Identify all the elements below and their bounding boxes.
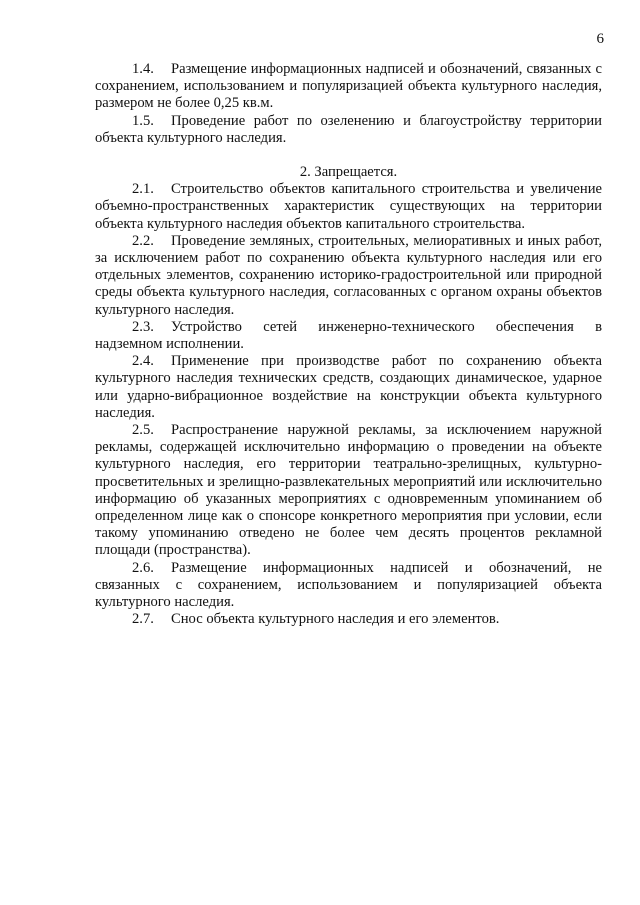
clause-number: 1.4. — [132, 61, 154, 77]
clause-number: 2.1. — [132, 181, 154, 198]
clause-number: 2.4. — [132, 353, 154, 370]
clause-number: 2.7. — [132, 611, 154, 628]
clause-text: Проведение работ по озеленению и благоустройству территории объекта культурного наследия. — [95, 112, 602, 146]
clause-text: Строительство объектов капитального строительства и увеличение объемно-пространственных характеристик существующих на территории объекта культурного наследия объектов капитального строительства. — [95, 181, 602, 232]
clause-1-5 — [95, 113, 602, 147]
clause-number: 2.2. — [132, 232, 154, 249]
clause-text: Размещение информационных надписей и обозначений, связанных с сохранением, использованием и популяризацией объекта культурного наследия, размером не более 0,25 кв.м. — [95, 61, 602, 112]
clause-2-3 — [95, 319, 602, 353]
page-number: 6 — [596, 31, 604, 47]
clause-text: Проведение земляных, строительных, мелиоративных и иных работ, за исключением работ по сохранению объекта культурного наследия или его отдельных элементов, сохранению историко-градостроительной или природной среды объекта культурного наследия, согласованных с органом охраны объектов культурного наследия. — [95, 232, 602, 318]
clause-2-5 — [95, 422, 602, 560]
clause-number: 2.6. — [132, 559, 154, 576]
clause-number: 2.5. — [132, 422, 154, 439]
clause-2-4 — [95, 353, 602, 422]
clause-text: Распространение наружной рекламы, за исключением наружной рекламы, содержащей исключительно информацию о проведении на объекте культурного наследия, его территории театрально-зрелищных, культурно-просветительных и зрелищно-развлекательных мероприятий или исключительно информацию об указанных мероприятиях с одновременным упоминанием об определенном лице как о спонсоре конкретного мероприятия при условии, если такому упоминанию отведено не более чем десять процентов рекламной площади (пространства). — [95, 422, 602, 559]
clause-text: Размещение информационных надписей и обозначений, не связанных с сохранением, использованием и популяризацией объекта культурного наследия. — [95, 559, 602, 611]
clause-number: 2.3. — [132, 318, 154, 335]
clause-text: Применение при производстве работ по сохранению объекта культурного наследия технических средств, создающих динамическое, ударное или ударно-вибрационное воздействие на конструкции объекта культурного наследия. — [95, 353, 602, 421]
clause-text: Устройство сетей инженерно-технического обеспечения в надземном исполнении. — [95, 318, 602, 353]
clause-2-7 — [95, 611, 602, 628]
clause-1-4 — [95, 61, 602, 113]
clause-2-1 — [95, 181, 602, 233]
clause-text: Снос объекта культурного наследия и его элементов. — [171, 611, 500, 628]
clause-2-6 — [95, 560, 602, 612]
clause-2-2 — [95, 233, 602, 319]
section-2-heading: 2. Запрещается. — [299, 164, 398, 181]
document-body — [95, 61, 602, 629]
clause-number: 1.5. — [132, 112, 154, 129]
